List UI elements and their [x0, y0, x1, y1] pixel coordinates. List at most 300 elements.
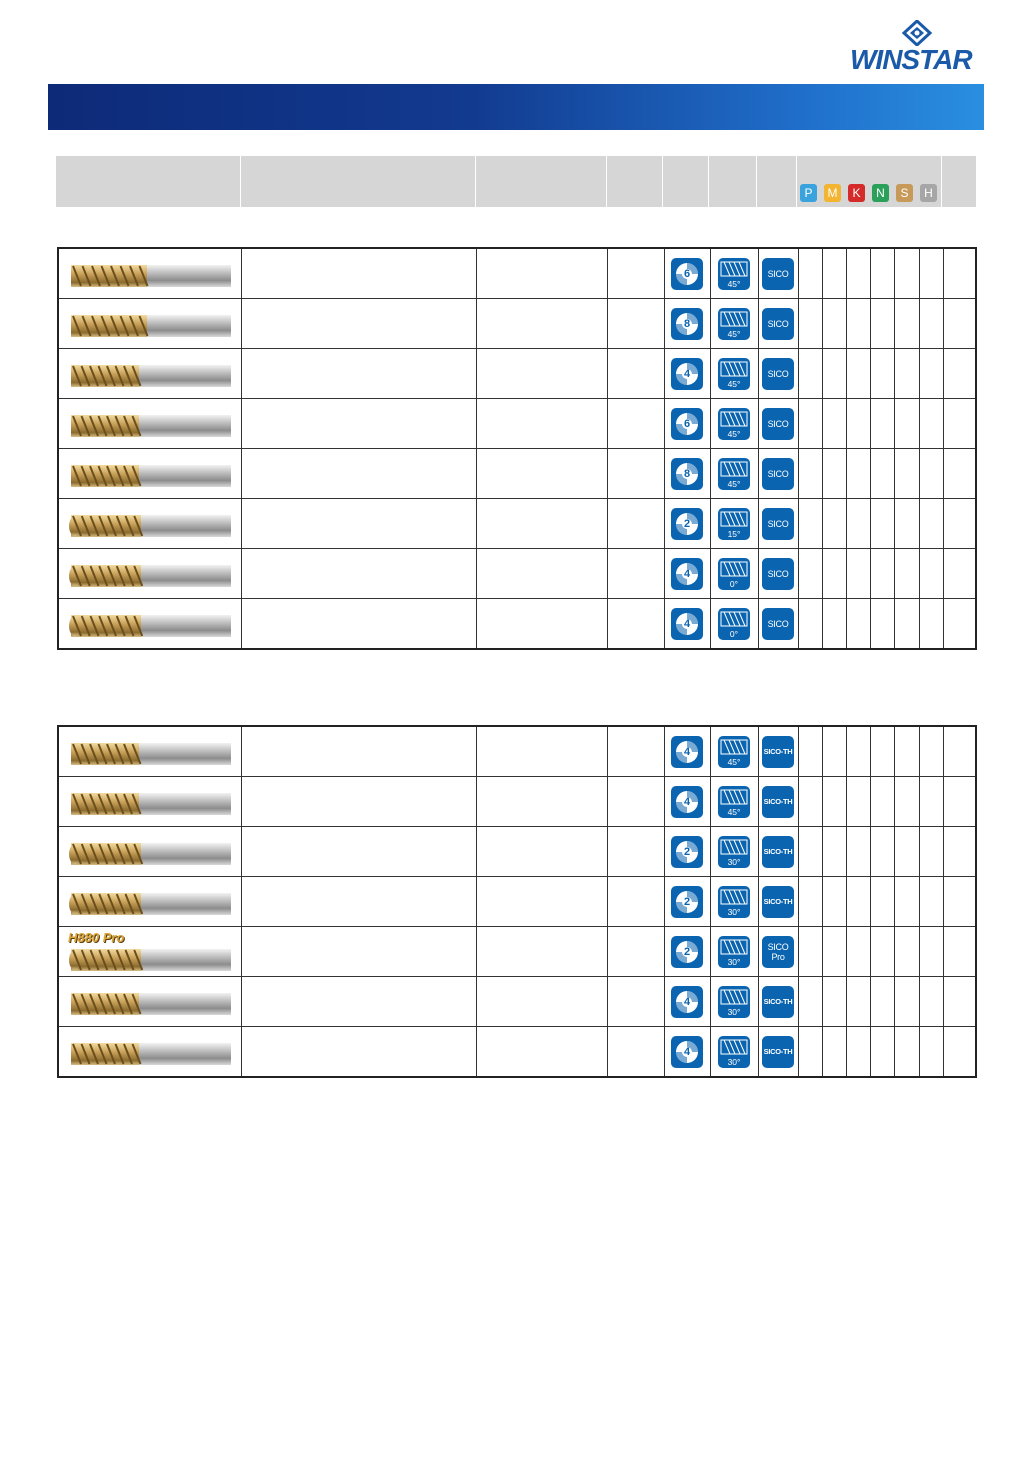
material-cell [919, 449, 943, 499]
table-row [58, 777, 976, 827]
cell [476, 449, 607, 499]
helix-cell [710, 827, 758, 877]
table-row [58, 449, 976, 499]
cell [476, 977, 607, 1027]
coating-cell [758, 726, 798, 777]
coating-cell [758, 499, 798, 549]
cell [241, 1027, 476, 1078]
end-mill-image [69, 263, 233, 294]
product-label: H880 Pro [68, 930, 125, 945]
helix-angle: 0° [729, 578, 739, 589]
material-cell [798, 977, 822, 1027]
material-cell [822, 499, 846, 549]
end-mill-image [69, 613, 233, 644]
cell [241, 549, 476, 599]
material-cell [943, 977, 976, 1027]
coating-cell [758, 1027, 798, 1078]
coating-badge: SICO-TH [762, 986, 794, 1018]
flute-count: 6 [683, 417, 691, 430]
cell [476, 927, 607, 977]
tool-image-cell [58, 1027, 241, 1078]
material-cell [870, 399, 894, 449]
logo-mark-icon [900, 20, 934, 46]
material-cell [846, 299, 870, 349]
material-cell [870, 1027, 894, 1078]
material-cell [894, 1027, 919, 1078]
material-cell [943, 248, 976, 299]
flute-count: 4 [683, 567, 691, 580]
material-cell [870, 248, 894, 299]
flute-count-icon [671, 258, 703, 290]
material-cell [894, 927, 919, 977]
material-cell [822, 726, 846, 777]
flute-cell [664, 399, 710, 449]
flute-count-icon [671, 408, 703, 440]
material-cell [798, 248, 822, 299]
material-chip-k: K [848, 184, 865, 202]
helix-cell [710, 399, 758, 449]
material-cell [846, 399, 870, 449]
cell [607, 827, 664, 877]
tool-image-cell [58, 599, 241, 650]
table-row [58, 827, 976, 877]
flute-count-icon [671, 786, 703, 818]
flute-count: 4 [683, 367, 691, 380]
flute-cell [664, 549, 710, 599]
cell [476, 549, 607, 599]
material-cell [919, 299, 943, 349]
table-row [58, 877, 976, 927]
flute-cell [664, 299, 710, 349]
table-row [58, 299, 976, 349]
cell [241, 399, 476, 449]
material-cell [846, 777, 870, 827]
material-cell [894, 449, 919, 499]
cell [476, 399, 607, 449]
coating-cell [758, 927, 798, 977]
coating-cell [758, 248, 798, 299]
end-mill-image [69, 513, 233, 544]
material-cell [822, 877, 846, 927]
end-mill-image [69, 413, 233, 444]
material-cell [846, 499, 870, 549]
table-row [58, 927, 976, 977]
flute-count-icon [671, 558, 703, 590]
material-cell [894, 399, 919, 449]
coating-badge: SICO-TH [762, 836, 794, 868]
end-mill-image [69, 563, 233, 594]
helix-angle: 0° [729, 628, 739, 639]
flute-count-icon [671, 736, 703, 768]
material-cell [822, 977, 846, 1027]
cell [241, 248, 476, 299]
flute-count-icon [671, 308, 703, 340]
cell [241, 977, 476, 1027]
helix-cell [710, 549, 758, 599]
flute-count-icon [671, 458, 703, 490]
helix-cell [710, 499, 758, 549]
material-cell [943, 777, 976, 827]
material-cell [943, 449, 976, 499]
coating-badge [762, 936, 794, 968]
cell [476, 726, 607, 777]
product-table-2 [57, 725, 977, 1078]
flute-count: 2 [683, 845, 691, 858]
helix-angle: 15° [727, 528, 741, 539]
helix-cell [710, 777, 758, 827]
material-cell [846, 1027, 870, 1078]
cell [241, 726, 476, 777]
material-cell [870, 499, 894, 549]
coating-badge: SICO [762, 608, 794, 640]
flute-count-icon [671, 886, 703, 918]
helix-angle-icon [718, 408, 750, 440]
tool-image-cell [58, 299, 241, 349]
material-cell [894, 299, 919, 349]
helix-angle: 30° [727, 956, 741, 967]
coating-cell [758, 977, 798, 1027]
material-cell [870, 827, 894, 877]
material-cell [846, 248, 870, 299]
flute-cell [664, 248, 710, 299]
tool-image-cell [58, 877, 241, 927]
flute-cell [664, 449, 710, 499]
table-row [58, 549, 976, 599]
cell [241, 927, 476, 977]
material-cell [894, 877, 919, 927]
flute-count-icon [671, 358, 703, 390]
material-cell [846, 726, 870, 777]
table-row [58, 499, 976, 549]
cell [476, 1027, 607, 1078]
flute-cell [664, 827, 710, 877]
flute-count: 2 [683, 517, 691, 530]
flute-count: 6 [683, 267, 691, 280]
material-cell [870, 599, 894, 650]
flute-count-icon [671, 936, 703, 968]
helix-angle-icon [718, 836, 750, 868]
end-mill-image [69, 313, 233, 344]
cell [607, 248, 664, 299]
material-cell [943, 827, 976, 877]
material-cell [870, 449, 894, 499]
cell [241, 827, 476, 877]
material-chip-h: H [920, 184, 937, 202]
cell [476, 827, 607, 877]
material-cell [870, 549, 894, 599]
material-cell [943, 599, 976, 650]
cell [241, 599, 476, 650]
cell [241, 449, 476, 499]
helix-angle: 45° [727, 478, 741, 489]
end-mill-image [69, 741, 233, 772]
material-cell [919, 549, 943, 599]
material-cell [919, 248, 943, 299]
flute-count: 8 [683, 467, 691, 480]
cell [241, 877, 476, 927]
flute-count: 4 [683, 1045, 691, 1058]
flute-count: 4 [683, 745, 691, 758]
tool-image-cell [58, 248, 241, 299]
material-cell [943, 1027, 976, 1078]
coating-cell [758, 549, 798, 599]
product-table-1 [57, 247, 977, 650]
cell [476, 248, 607, 299]
flute-cell [664, 599, 710, 650]
material-cell [798, 299, 822, 349]
cell [241, 499, 476, 549]
material-cell [846, 927, 870, 977]
cell [607, 449, 664, 499]
flute-count: 4 [683, 617, 691, 630]
cell [607, 927, 664, 977]
material-cell [919, 877, 943, 927]
helix-angle-icon [718, 986, 750, 1018]
helix-angle-icon [718, 886, 750, 918]
cell [607, 1027, 664, 1078]
material-cell [943, 549, 976, 599]
cell [607, 777, 664, 827]
end-mill-image [69, 1041, 233, 1072]
coating-badge: SICO-TH [762, 736, 794, 768]
winstar-logo [846, 20, 988, 74]
helix-cell [710, 1027, 758, 1078]
material-cell [919, 599, 943, 650]
flute-cell [664, 877, 710, 927]
material-cell [894, 977, 919, 1027]
material-cell [943, 399, 976, 449]
material-cell [798, 927, 822, 977]
coating-cell [758, 827, 798, 877]
cell [607, 499, 664, 549]
material-cell [894, 599, 919, 650]
material-cell [943, 349, 976, 399]
coating-cell [758, 877, 798, 927]
material-cell [894, 549, 919, 599]
helix-angle-icon [718, 786, 750, 818]
flute-count: 2 [683, 895, 691, 908]
table-row [58, 349, 976, 399]
helix-cell [710, 349, 758, 399]
material-cell [846, 827, 870, 877]
table-row [58, 977, 976, 1027]
material-cell [798, 349, 822, 399]
material-cell [798, 877, 822, 927]
material-cell [822, 449, 846, 499]
helix-angle: 45° [727, 806, 741, 817]
material-cell [943, 726, 976, 777]
material-cell [870, 349, 894, 399]
material-cell [943, 299, 976, 349]
helix-cell [710, 877, 758, 927]
coating-cell [758, 777, 798, 827]
coating-line-2: Pro [771, 951, 785, 962]
helix-cell [710, 927, 758, 977]
flute-cell [664, 349, 710, 399]
material-chip-m: M [824, 184, 841, 202]
flute-cell [664, 499, 710, 549]
flute-count-icon [671, 986, 703, 1018]
coating-badge: SICO-TH [762, 786, 794, 818]
cell [607, 977, 664, 1027]
material-cell [798, 1027, 822, 1078]
coating-badge: SICO [762, 358, 794, 390]
end-mill-image [69, 841, 233, 872]
helix-angle: 30° [727, 1006, 741, 1017]
table-row [58, 399, 976, 449]
material-cell [798, 399, 822, 449]
material-cell [822, 827, 846, 877]
material-cell [846, 449, 870, 499]
end-mill-image [69, 463, 233, 494]
material-cell [822, 399, 846, 449]
cell [607, 599, 664, 650]
material-cell [822, 549, 846, 599]
flute-cell [664, 977, 710, 1027]
material-cell [822, 248, 846, 299]
helix-cell [710, 248, 758, 299]
cell [241, 349, 476, 399]
flute-count: 2 [683, 945, 691, 958]
material-cell [919, 349, 943, 399]
flute-count-icon [671, 508, 703, 540]
flute-cell [664, 726, 710, 777]
material-cell [870, 927, 894, 977]
material-cell [919, 726, 943, 777]
title-banner [48, 84, 984, 130]
helix-angle: 45° [727, 428, 741, 439]
helix-cell [710, 599, 758, 650]
cell [476, 349, 607, 399]
tool-image-cell [58, 549, 241, 599]
helix-angle: 45° [727, 756, 741, 767]
helix-angle-icon [718, 608, 750, 640]
helix-angle-icon [718, 308, 750, 340]
cell [607, 299, 664, 349]
coating-cell [758, 299, 798, 349]
material-chip-s: S [896, 184, 913, 202]
table-row [58, 1027, 976, 1078]
helix-angle-icon [718, 558, 750, 590]
flute-count: 4 [683, 995, 691, 1008]
tool-image-cell [58, 499, 241, 549]
cell [476, 877, 607, 927]
table-row [58, 248, 976, 299]
helix-angle-icon [718, 936, 750, 968]
tool-image-cell [58, 827, 241, 877]
cell [476, 299, 607, 349]
cell [607, 877, 664, 927]
helix-angle-icon [718, 458, 750, 490]
helix-angle-icon [718, 736, 750, 768]
helix-angle-icon [718, 1036, 750, 1068]
coating-badge: SICO [762, 558, 794, 590]
material-cell [919, 499, 943, 549]
tool-image-cell [58, 726, 241, 777]
material-cell [846, 549, 870, 599]
flute-count-icon [671, 836, 703, 868]
material-cell [894, 726, 919, 777]
end-mill-image [69, 991, 233, 1022]
helix-angle-icon [718, 358, 750, 390]
helix-cell [710, 977, 758, 1027]
material-cell [943, 927, 976, 977]
helix-cell [710, 449, 758, 499]
brand-name: WINSTAR [850, 44, 972, 75]
flute-count-icon [671, 1036, 703, 1068]
tool-image-cell [58, 927, 241, 977]
material-cell [798, 777, 822, 827]
material-cell [919, 1027, 943, 1078]
material-chip-p: P [800, 184, 817, 202]
helix-angle-icon [718, 508, 750, 540]
material-cell [870, 877, 894, 927]
end-mill-image [69, 363, 233, 394]
material-chip-n: N [872, 184, 889, 202]
material-cell [919, 399, 943, 449]
cell [476, 777, 607, 827]
helix-angle-icon [718, 258, 750, 290]
cell [241, 777, 476, 827]
helix-angle: 45° [727, 278, 741, 289]
material-cell [822, 927, 846, 977]
coating-cell [758, 449, 798, 499]
material-cell [798, 549, 822, 599]
cell [607, 349, 664, 399]
tool-image-cell [58, 977, 241, 1027]
helix-angle: 30° [727, 1056, 741, 1067]
coating-badge: SICO [762, 408, 794, 440]
tool-image-cell [58, 449, 241, 499]
material-cell [822, 599, 846, 650]
coating-cell [758, 349, 798, 399]
material-cell [943, 499, 976, 549]
material-cell [894, 777, 919, 827]
coating-badge: SICO [762, 308, 794, 340]
cell [607, 399, 664, 449]
material-cell [846, 977, 870, 1027]
coating-badge: SICO [762, 258, 794, 290]
material-cell [822, 777, 846, 827]
material-cell [919, 977, 943, 1027]
cell [476, 499, 607, 549]
material-cell [846, 599, 870, 650]
material-cell [798, 726, 822, 777]
material-cell [870, 299, 894, 349]
material-cell [943, 877, 976, 927]
end-mill-image [69, 791, 233, 822]
material-cell [822, 1027, 846, 1078]
tool-image-cell [58, 777, 241, 827]
material-cell [919, 827, 943, 877]
flute-cell [664, 777, 710, 827]
cell [476, 599, 607, 650]
material-cell [919, 927, 943, 977]
helix-angle: 30° [727, 856, 741, 867]
end-mill-image [69, 947, 233, 978]
flute-cell [664, 1027, 710, 1078]
tool-image-cell [58, 349, 241, 399]
material-cell [822, 349, 846, 399]
coating-cell [758, 599, 798, 650]
material-cell [798, 827, 822, 877]
cell [607, 726, 664, 777]
material-cell [894, 349, 919, 399]
flute-cell [664, 927, 710, 977]
coating-badge: SICO [762, 458, 794, 490]
material-cell [870, 777, 894, 827]
helix-cell [710, 299, 758, 349]
